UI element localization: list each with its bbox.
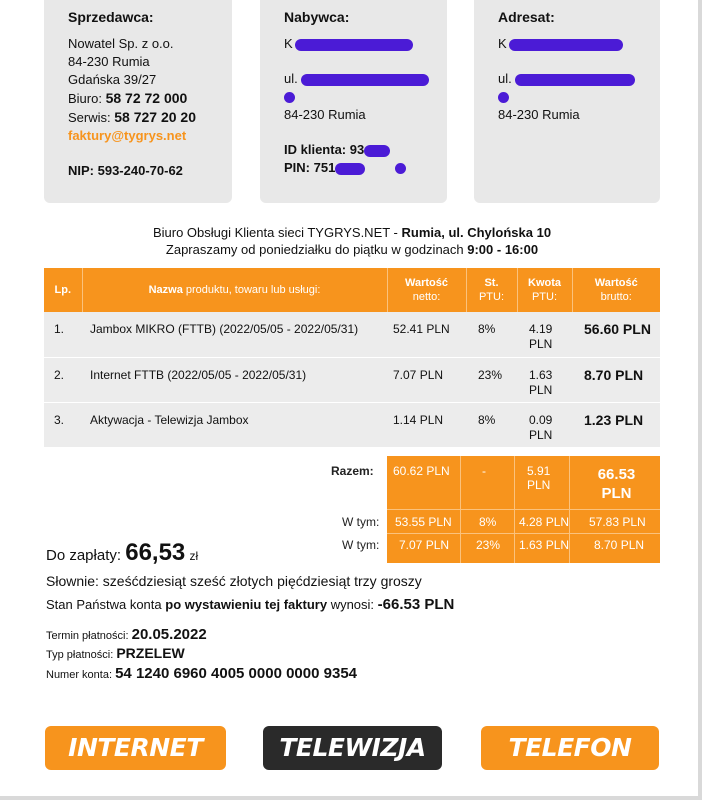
buyer-city: 84-230 Rumia: [284, 107, 366, 122]
addressee-street-prefix: ul.: [498, 71, 512, 86]
items-table: [44, 268, 660, 448]
seller-heading: Sprzedawca:: [68, 9, 154, 25]
amount-in-words: Słownie: sześćdziesiąt sześć złotych pięćdziesiąt trzy groszy: [46, 573, 422, 589]
cell-gross: 8.70 PLN: [572, 357, 660, 402]
col-header-name: Nazwa produktu, towaru lub usługi:: [82, 268, 387, 312]
buyer-street-prefix: ul.: [284, 71, 298, 86]
breakdown-gross: 57.83 PLN: [589, 515, 646, 529]
col-header-net: Wartość netto:: [387, 268, 466, 312]
balance-value: -66.53 PLN: [377, 596, 455, 613]
redaction-mark: [515, 74, 635, 86]
cell-vat: 1.63 PLN: [517, 357, 572, 402]
office-hours-prefix: Zapraszamy od poniedziałku do piątku w godzinach: [165, 242, 468, 257]
summary-breakdown-label: W tym:: [342, 538, 380, 552]
cell-name: Jambox MIKRO (FTTB) (2022/05/05 - 2022/05/31): [82, 312, 387, 357]
addressee-panel: [474, 0, 660, 203]
balance-mid: wynosi:: [327, 597, 378, 612]
addressee-name: [498, 35, 660, 53]
breakdown-ptu: 23%: [476, 538, 501, 552]
redaction-mark: [509, 39, 623, 51]
office-phone: 58 72 72 000: [105, 90, 188, 106]
breakdown-ptu: 8%: [479, 515, 497, 529]
table-row: [44, 312, 660, 357]
breakdown-gross: 8.70 PLN: [594, 538, 645, 552]
seller-nip: NIP: 593-240-70-62: [68, 163, 183, 178]
cell-ptu: 8%: [466, 402, 517, 447]
account-label: Numer konta:: [46, 669, 113, 681]
client-id-label: ID klienta: 93: [284, 142, 365, 157]
page-edge: [698, 0, 702, 800]
buyer-pin: [284, 159, 447, 177]
account-balance: [46, 596, 454, 613]
cell-gross: 56.60 PLN: [572, 312, 660, 357]
page-edge: [0, 796, 702, 800]
redaction-mark: [498, 92, 509, 103]
seller-panel: [44, 0, 232, 203]
account-number: [46, 665, 357, 682]
seller-service-phone: [68, 108, 232, 127]
office-label: Biuro:: [68, 91, 102, 106]
summary-total-label: Razem:: [331, 464, 374, 478]
to-pay-label: Do zapłaty:: [46, 547, 122, 564]
summary-breakdown-label: W tym:: [342, 515, 380, 529]
service-label: Serwis:: [68, 110, 111, 125]
cell-name: Aktywacja - Telewizja Jambox: [82, 402, 387, 447]
pin-label: PIN: 751: [284, 160, 336, 175]
due-label: Termin płatności:: [46, 630, 129, 642]
summary-total-vat: 5.91 PLN: [527, 464, 551, 492]
office-address: Rumia, ul. Chylońska 10: [401, 225, 552, 240]
col-header-vat: Kwota PTU:: [517, 268, 572, 312]
summary-total-gross: 66.53 PLN: [597, 466, 636, 502]
cell-vat: 0.09 PLN: [517, 402, 572, 447]
to-pay-amount: 66,53: [125, 539, 186, 566]
table-header-row: [44, 268, 660, 312]
seller-office-phone: [68, 89, 232, 108]
office-info-prefix: Biuro Obsługi Klienta sieci TYGRYS.NET -: [152, 225, 402, 240]
cell-name: Internet FTTB (2022/05/05 - 2022/05/31): [82, 357, 387, 402]
balance-prefix: Stan Państwa konta: [46, 597, 166, 612]
table-row: [44, 402, 660, 447]
cell-vat: 4.19 PLN: [517, 312, 572, 357]
account-value: 54 1240 6960 4005 0000 0000 9354: [115, 665, 357, 682]
breakdown-net: 7.07 PLN: [399, 538, 450, 552]
payment-type-value: PRZELEW: [116, 645, 185, 661]
to-pay: [46, 539, 198, 567]
service-phone: 58 727 20 20: [114, 109, 196, 125]
breakdown-net: 53.55 PLN: [395, 515, 452, 529]
addressee-city: 84-230 Rumia: [498, 107, 580, 122]
tv-banner[interactable]: TELEWIZJA: [263, 726, 442, 770]
summary-total-net: 60.62 PLN: [393, 464, 450, 478]
cell-lp: 3.: [44, 402, 82, 447]
cell-ptu: 23%: [466, 357, 517, 402]
seller-email-link[interactable]: faktury@tygrys.net: [68, 128, 187, 143]
redaction-mark: [364, 145, 390, 157]
cell-lp: 1.: [44, 312, 82, 357]
redaction-mark: [284, 92, 295, 103]
addressee-heading: Adresat:: [498, 9, 555, 25]
addressee-name-prefix: K: [498, 36, 507, 51]
col-header-ptu: St. PTU:: [466, 268, 517, 312]
to-pay-currency: zł: [189, 549, 199, 563]
office-info: [44, 224, 660, 258]
seller-name: Nowatel Sp. z o.o.: [68, 36, 174, 51]
redaction-mark: [295, 39, 413, 51]
breakdown-vat: 1.63 PLN: [519, 538, 570, 552]
summary-divider: [387, 509, 660, 510]
internet-banner[interactable]: INTERNET: [45, 726, 226, 770]
payment-type-label: Typ płatności:: [46, 649, 114, 661]
cell-net: 1.14 PLN: [387, 402, 466, 447]
redaction-mark: [395, 163, 406, 174]
balance-emphasis: po wystawieniu tej faktury: [165, 597, 328, 612]
buyer-name-prefix: K: [284, 36, 293, 51]
office-hours: 9:00 - 16:00: [467, 242, 539, 257]
summary-divider: [387, 533, 660, 534]
buyer-name: [284, 35, 447, 53]
cell-net: 52.41 PLN: [387, 312, 466, 357]
cell-net: 7.07 PLN: [387, 357, 466, 402]
office-info-line2: [44, 241, 660, 258]
due-value: 20.05.2022: [131, 626, 207, 643]
seller-street: Gdańska 39/27: [68, 72, 157, 87]
col-header-gross: Wartość brutto:: [572, 268, 660, 312]
buyer-street: [284, 70, 447, 88]
cell-ptu: 8%: [466, 312, 517, 357]
buyer-street-redaction: [284, 88, 447, 106]
col-header-lp: Lp.: [44, 268, 82, 312]
redaction-mark: [301, 74, 429, 86]
addressee-street: [498, 70, 660, 88]
cell-gross: 1.23 PLN: [572, 402, 660, 447]
phone-banner[interactable]: TELEFON: [481, 726, 659, 770]
due-date: [46, 626, 207, 643]
summary-total-ptu: -: [482, 464, 486, 478]
cell-lp: 2.: [44, 357, 82, 402]
table-row: [44, 357, 660, 402]
payment-type: [46, 645, 185, 661]
buyer-heading: Nabywca:: [284, 9, 350, 25]
addressee-street-redaction: [498, 88, 660, 106]
redaction-mark: [335, 163, 365, 175]
seller-city: 84-230 Rumia: [68, 54, 150, 69]
buyer-panel: [260, 0, 447, 203]
buyer-client-id: [284, 141, 447, 159]
office-info-line1: [44, 224, 660, 241]
breakdown-vat: 4.28 PLN: [519, 515, 570, 529]
